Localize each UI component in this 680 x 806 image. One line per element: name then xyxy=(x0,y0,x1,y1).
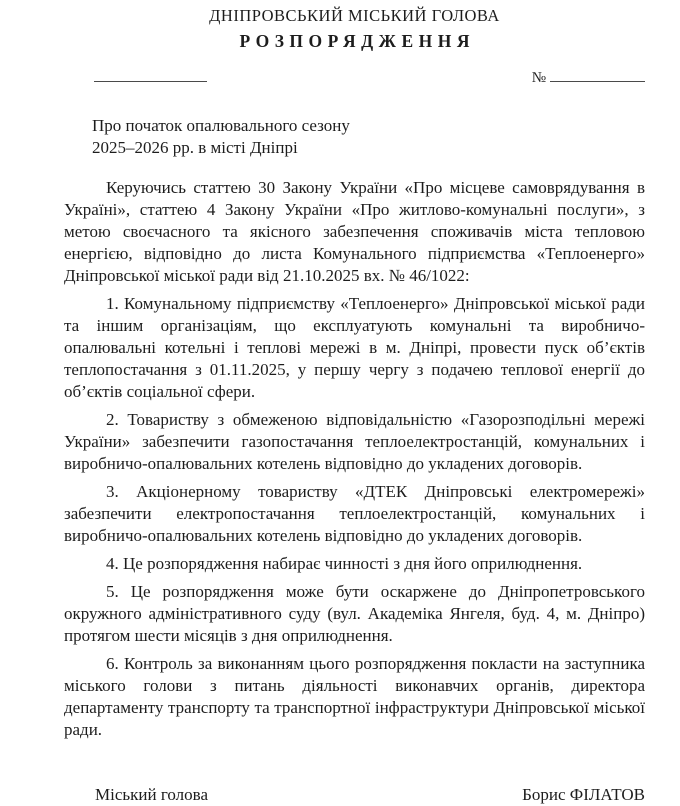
paragraph-item-1: 1. Комунальному підприємству «Теплоенерго» Дніпровської міської ради та іншим організаціям, що експлуатують комунальні та виробничо-опалювальні котельні і теплові мережі в м. Дніпрі, провести пуск об’єктів теплопостачання з 01.11.2025, у першу чергу з подачею теплової енергії до об’єктів соціальної сфери. xyxy=(64,294,645,401)
signature-name: Борис ФІЛАТОВ xyxy=(522,785,645,804)
numero-sign: № xyxy=(531,70,546,86)
document-body xyxy=(64,177,645,741)
paragraph-item-6: 6. Контроль за виконанням цього розпорядження покласти на заступника міського голови з питань діяльності виконавчих органів, директора департаменту транспорту та транспортної інфраструктури Дніпровської міської ради. xyxy=(64,654,645,739)
number-group xyxy=(532,68,645,87)
number-blank-line xyxy=(550,68,645,82)
signature-position: Міський голова xyxy=(95,785,208,804)
subject-line-2: 2025–2026 рр. в місті Дніпрі xyxy=(92,138,298,157)
subject-line-1: Про початок опалювального сезону xyxy=(92,116,350,135)
paragraph-item-4: 4. Це розпорядження набирає чинності з дня його оприлюднення. xyxy=(106,554,583,573)
doc-type-title: РОЗПОРЯДЖЕННЯ xyxy=(239,31,475,51)
date-blank-line xyxy=(94,68,207,82)
paragraph-item-2: 2. Товариству з обмеженою відповідальністю «Газорозподільні мережі України» забезпечити газопостачання теплоелектростанцій, комунальних і виробничо-опалювальних котелень відповідно до укладених договорів. xyxy=(64,410,645,473)
date-number-row xyxy=(94,68,645,87)
signature-row xyxy=(64,784,645,806)
subject-block xyxy=(92,115,645,159)
paragraph-item-3: 3. Акціонерному товариству «ДТЕК Дніпровські електромережі» забезпечити електропостачання теплоелектростанцій, комунальних і виробничо-опалювальних котелень відповідно до укладених договорів. xyxy=(64,482,645,545)
paragraph-item-5: 5. Це розпорядження може бути оскаржене до Дніпропетровського окружного адміністративного суду (вул. Академіка Янгеля, буд. 4, м. Дніпро) протягом шести місяців з дня оприлюднення. xyxy=(64,582,645,645)
paragraph-preamble: Керуючись статтею 30 Закону України «Про місцеве самоврядування в Україні», статтею 4 Закону України «Про житлово-комунальні послуги», з метою своєчасного та якісного забезпечення споживачів міста тепловою енергією, відповідно до листа Комунального підприємства «Теплоенерго» Дніпровської міської ради від 21.10.2025 вх. № 46/1022: xyxy=(64,178,645,285)
org-title: ДНІПРОВСЬКИЙ МІСЬКИЙ ГОЛОВА xyxy=(209,6,500,25)
